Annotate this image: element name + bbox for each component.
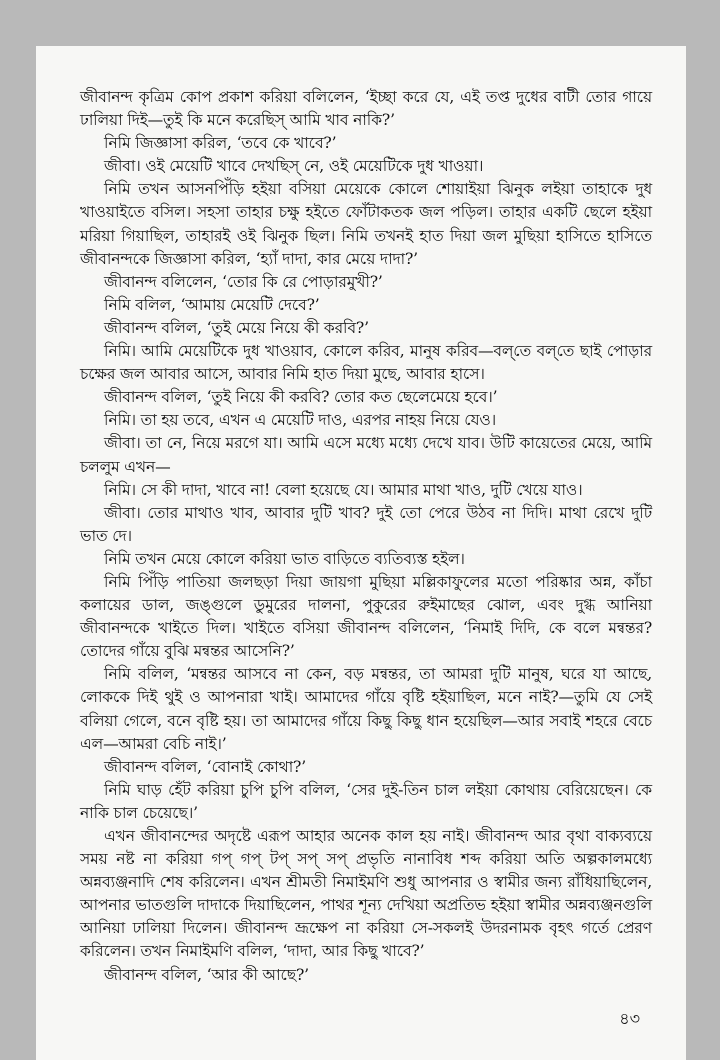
page-number: ৪৩ xyxy=(619,1009,640,1028)
paragraph: নিমি বলিল, ‘আমায় মেয়েটি দেবে?’ xyxy=(104,295,320,314)
paragraph: নিমি তখন আসনপিঁড়ি হইয়া বসিয়া মেয়েকে কোলে শোয়াইয়া ঝিনুক লইয়া তাহাকে দুধ খাওয়াইতে বসিল। সহসা তাহার চক্ষু হইতে ফোঁটাকতক জল পড়িল। তাহার একটি ছেলে হইয়া মরিয়া গিয়াছিল, তাহারই ওই ঝিনুক ছিল। নিমি তখনই হাত দিয়া জল মুছিয়া হাসিতে হাসিতে জীবানন্দকে জিজ্ঞাসা করিল, ‘হ্যাঁ দাদা, কার মেয়ে দাদা?’ xyxy=(80,180,652,268)
paragraph: নিমি জিজ্ঞাসা করিল, ‘তবে কে খাবে?’ xyxy=(104,134,337,153)
paragraph: নিমি ঘাড় হেঁট করিয়া চুপি চুপি বলিল, ‘সের দুই-তিন চাল লইয়া কোথায় বেরিয়েছেন। কে নাকি চাল চেয়েছে।’ xyxy=(80,780,652,822)
paragraph: নিমি বলিল, ‘মন্বন্তর আসবে না কেন, বড় মন্বন্তর, তা আমরা দুটি মানুষ, ঘরে যা আছে, লোককে দিই থুই ও আপনারা খাই। আমাদের গাঁয়ে বৃষ্টি হইয়াছিল, মনে নাই?—তুমি যে সেই বলিয়া গেলে, বনে বৃষ্টি হয়। তা আমাদের গাঁয়ে কিছু কিছু ধান হয়েছিল—আর সবাই শহরে বেচে এল—আমরা বেচি নাই।’ xyxy=(80,665,652,753)
paragraph: নিমি। আমি মেয়েটিকে দুধ খাওয়াব, কোলে করিব, মানুষ করিব—বল্‌তে বল্‌তে ছাই পোড়ার চক্ষের জল আবার আসে, আবার নিমি হাত দিয়া মুছে, আবার হাসে। xyxy=(80,342,652,384)
paragraph: জীবা। তা নে, নিয়ে মরগে যা। আমি এসে মধ্যে মধ্যে দেখে যাব। উটি কায়েতের মেয়ে, আমি চললুম এখন— xyxy=(80,434,652,476)
book-page xyxy=(36,46,686,1060)
paragraph: জীবানন্দ কৃত্রিম কোপ প্রকাশ করিয়া বলিলেন, ‘ইচ্ছা করে যে, এই তপ্ত দুধের বাটী তোর গায়ে ঢালিয়া দিই—তুই কি মনে করেছিস্ আমি খাব নাকি?’ xyxy=(80,88,652,130)
paragraph: নিমি তখন মেয়ে কোলে করিয়া ভাত বাড়িতে ব্যতিব্যস্ত হইল। xyxy=(104,549,465,568)
paragraph: জীবানন্দ বলিল, ‘বোনাই কোথা?’ xyxy=(104,757,306,776)
paragraph: জীবানন্দ বলিল, ‘আর কী আছে?’ xyxy=(104,965,309,984)
paragraph: জীবানন্দ বলিল, ‘তুই মেয়ে নিয়ে কী করবি?’ xyxy=(104,318,369,337)
paragraph: জীবানন্দ বলিল, ‘তুই নিয়ে কী করবি? তোর কত ছেলেমেয়ে হবে।’ xyxy=(104,388,498,407)
paragraph: নিমি। সে কী দাদা, খাবে না! বেলা হয়েছে যে। আমার মাথা খাও, দুটি খেয়ে যাও। xyxy=(104,480,583,499)
paragraph: জীবা। ওই মেয়েটি খাবে দেখছিস্ নে, ওই মেয়েটিকে দুধ খাওয়া। xyxy=(104,157,484,176)
body-text xyxy=(80,86,652,987)
paragraph: এখন জীবানন্দের অদৃষ্টে এরূপ আহার অনেক কাল হয় নাই। জীবানন্দ আর বৃথা বাক্যব্যয়ে সময় নষ্ট না করিয়া গপ্ গপ্ টপ্ সপ্ সপ্ প্রভৃতি নানাবিধ শব্দ করিয়া অতি অল্পকালমধ্যে অন্নব্যঞ্জনাদি শেষ করিলেন। এখন শ্রীমতী নিমাইমণি শুধু আপনার ও স্বামীর জন্য রাঁধিয়াছিলেন, আপনার ভাতগুলি দাদাকে দিয়াছিলেন, পাথর শূন্য দেখিয়া অপ্রতিভ হইয়া স্বামীর অন্নব্যঞ্জনগুলি আনিয়া ঢালিয়া দিলেন। জীবানন্দ ভ্রূক্ষেপ না করিয়া সে-সকলই উদরনামক বৃহৎ গর্তে প্রেরণ করিলেন। তখন নিমাইমণি বলিল, ‘দাদা, আর কিছু খাবে?’ xyxy=(80,827,652,961)
paragraph: নিমি। তা হয় তবে, এখন এ মেয়েটি দাও, এরপর নাহয় নিয়ে যেও। xyxy=(104,411,497,430)
paragraph: জীবানন্দ বলিলেন, ‘তোর কি রে পোড়ারমুখী?’ xyxy=(104,272,383,291)
paragraph: নিমি পিঁড়ি পাতিয়া জলছড়া দিয়া জায়গা মুছিয়া মল্লিকাফুলের মতো পরিষ্কার অন্ন, কাঁচা কলায়ের ডাল, জঙ্গুলে ডুমুরের দালনা, পুকুরের রুইমাছের ঝোল, এবং দুগ্ধ আনিয়া জীবানন্দকে খাইতে দিল। খাইতে বসিয়া জীবানন্দ বলিলেন, ‘নিমাই দিদি, কে বলে মন্বন্তর? তোদের গাঁয়ে বুঝি মন্বন্তর আসেনি?’ xyxy=(80,572,652,661)
paragraph: জীবা। তোর মাথাও খাব, আবার দুটি খাব? দুই তো পেরে উঠব না দিদি। মাথা রেখে দুটি ভাত দে। xyxy=(80,503,652,545)
